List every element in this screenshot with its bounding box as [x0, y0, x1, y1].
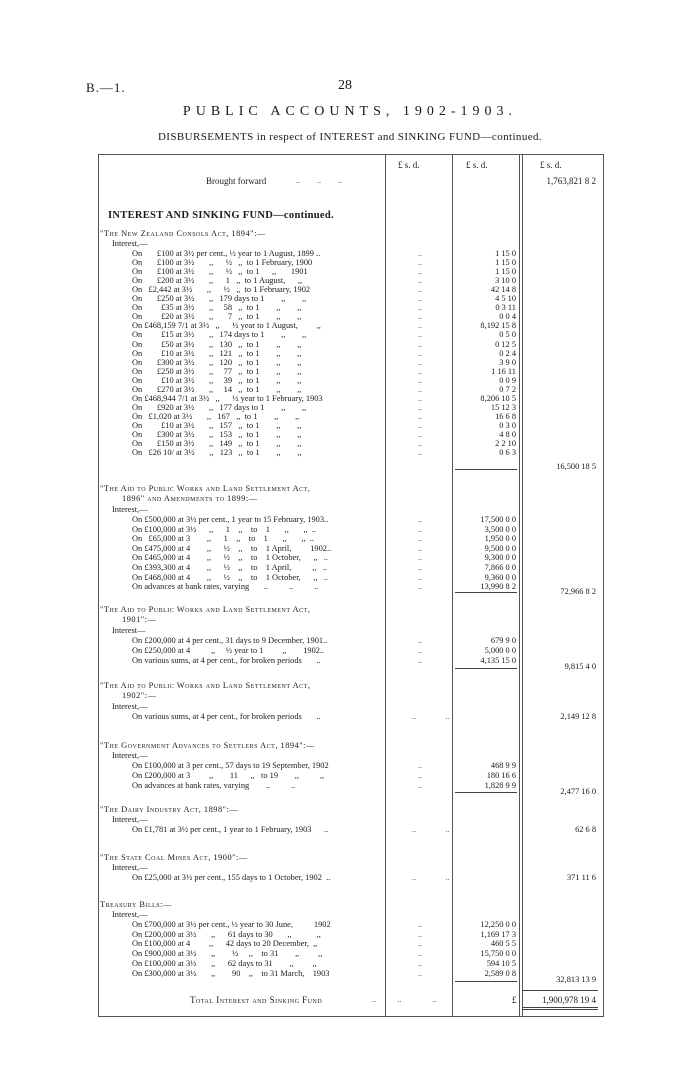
page-subtitle: DISBURSEMENTS in respect of INTEREST and SINKING FUND—continued.: [157, 131, 543, 143]
leader-dots: ..: [418, 553, 422, 563]
grand-total-value: 1,900,978 19 4: [542, 995, 596, 1005]
entry-text: On £35 at 3½ ,, 58 ,, to 1 ,, ,,: [132, 303, 302, 313]
leader-dots: ..: [418, 249, 422, 258]
aid-1901-act-line1: "The Aid to Public Works and Land Settlement Act,: [100, 605, 311, 614]
entry-amount: 679 9 0: [490, 636, 516, 645]
entry-text: On advances at bank rates, varying .. .. ..: [132, 582, 319, 592]
entry-text: On £10 at 3½ ,, 121 ,, to 1 ,, ,,: [132, 348, 302, 358]
leader-dots: ..: [418, 420, 422, 430]
leader-dots: ..: [418, 348, 422, 358]
entry-amount: 4 5 10: [495, 294, 516, 304]
aid-1902-row: On various sums, at 4 per cent., for broken periods ..: [132, 712, 321, 721]
entry-text: On £475,000 at 4 ,, ½ ,, to 1 April, 1902..: [132, 543, 332, 553]
page-title: PUBLIC ACCOUNTS, 1902-1903.: [182, 104, 518, 119]
brought-forward-dots: .. .. ..: [296, 176, 343, 185]
advances-rule: [455, 792, 517, 793]
aid-1896-rule: [455, 592, 517, 593]
leader-dots: ..: [418, 524, 422, 534]
leader-dots: ..: [418, 285, 422, 295]
entry-text: On £200,000 at 4 per cent., 31 days to 9 December, 1901..: [132, 636, 328, 645]
entry-amount: 8,192 15 8: [480, 321, 516, 331]
entry-amount: 17,500 0 0: [480, 515, 516, 524]
entry-text: On £465,000 at 4 ,, ½ ,, to 1 October, ,, ..: [132, 553, 328, 563]
entry-amount: 4 8 0: [499, 430, 516, 439]
entry-amount: 3,500 0 0: [484, 524, 516, 534]
leader-dots: ..: [418, 393, 422, 403]
grand-total-currency: £: [512, 995, 517, 1005]
entry-text: On £50 at 3½ ,, 130 ,, to 1 ,, ,,: [132, 339, 302, 349]
entry-amount: 1,950 0 0: [484, 534, 516, 544]
entry-amount: 1,828 9 9: [484, 781, 516, 790]
entry-text: On £10 at 3½ ,, 157 ,, to 1 ,, ,,: [132, 420, 302, 430]
grand-total-dots: .. .. ..: [372, 995, 437, 1004]
leader-dots: ..: [418, 543, 422, 553]
nz-consols-interest: Interest,—: [112, 239, 148, 248]
leader-dots: ..: [418, 572, 422, 582]
entry-amount: 0 3 11: [495, 303, 516, 313]
leader-dots: ..: [418, 303, 422, 313]
entry-text: On £1,020 at 3½ ,, 167 ,, to 1 ,, ,,: [132, 411, 300, 421]
entry-amount: 0 3 0: [499, 420, 516, 430]
leader-dots: ..: [418, 402, 422, 412]
entry-text: On £100,000 at 3½ ,, 1 ,, to 1 ,, ,, ..: [132, 524, 317, 534]
advances-total: 2,477 16 0: [560, 787, 596, 796]
column-divider-1: [385, 154, 386, 1016]
entry-amount: 7,866 0 0: [484, 563, 516, 572]
leader-dots: ..: [418, 330, 422, 340]
leader-dots: ..: [418, 939, 422, 949]
entry-text: On £26 10/ at 3½ ,, 123 ,, to 1 ,, ,,: [132, 448, 302, 458]
aid-1901-act-line2: 1901":—: [122, 615, 157, 624]
entry-text: On £270 at 3½ ,, 14 ,, to 1 ,, ,,: [132, 384, 302, 394]
dairy-act: "The Dairy Industry Act, 1898":—: [100, 805, 239, 814]
brought-forward-label: Brought forward: [206, 176, 267, 186]
entry-text: On £200 at 3½ ,, 1 ,, to 1 August, ,,: [132, 276, 303, 286]
entry-amount: 1 16 11: [491, 366, 516, 376]
entry-amount: 9,500 0 0: [484, 543, 516, 553]
coal-interest: Interest,—: [112, 863, 148, 872]
entry-amount: 16 6 8: [495, 411, 516, 421]
column-header-2: £ s. d.: [466, 160, 488, 170]
entry-text: On £15 at 3½ ,, 174 days to 1 ,, ,,: [132, 330, 307, 340]
aid-1902-dots: .. ..: [412, 712, 450, 721]
entry-amount: 1 15 0: [495, 249, 516, 258]
entry-amount: 0 7 2: [499, 384, 516, 394]
entry-amount: 2,589 0 8: [484, 968, 516, 978]
leader-dots: ..: [418, 929, 422, 939]
leader-dots: ..: [418, 357, 422, 367]
leader-dots: ..: [418, 771, 422, 780]
dairy-dots: .. ..: [412, 825, 450, 834]
aid-1896-act-line1: "The Aid to Public Works and Land Settlement Act,: [100, 484, 311, 493]
leader-dots: ..: [418, 534, 422, 544]
entry-amount: 9,360 0 0: [484, 572, 516, 582]
coal-act: "The State Coal Mines Act, 1900":—: [100, 853, 248, 862]
leader-dots: ..: [418, 781, 422, 790]
leader-dots: ..: [418, 384, 422, 394]
entry-text: On £100 at 3½ ,, ½ ,, to 1 February, 1900: [132, 258, 313, 268]
dairy-total: 62 6 8: [575, 825, 596, 834]
aid-1902-total: 2,149 12 8: [560, 712, 596, 721]
entry-text: On £20 at 3½ ,, 7 ,, to 1 ,, ,,: [132, 312, 302, 322]
entry-text: On £250 at 3½ ,, 179 days to 1 ,, ,,: [132, 294, 307, 304]
advances-interest: Interest,—: [112, 751, 148, 760]
entry-text: On £250,000 at 4 ,, ½ year to 1 ,, 1902..: [132, 646, 325, 655]
column-divider-3b: [522, 154, 523, 1016]
aid-1901-rule: [455, 668, 517, 669]
aid-1896-interest: Interest,—: [112, 505, 148, 514]
grand-total-rule-bottom: [522, 1007, 598, 1010]
leader-dots: ..: [418, 258, 422, 268]
leader-dots: ..: [418, 312, 422, 322]
entry-amount: 180 16 6: [486, 771, 516, 780]
entry-amount: 13,990 8 2: [480, 582, 516, 592]
leader-dots: ..: [418, 339, 422, 349]
entry-amount: 8,206 10 5: [480, 393, 516, 403]
entry-amount: 4,135 15 0: [480, 656, 516, 665]
entry-amount: 0 0 9: [499, 375, 516, 385]
entry-text: On £200,000 at 3 ,, 11 ,, to 19 ,, ,,: [132, 771, 325, 780]
entry-amount: 42 14 8: [490, 285, 516, 295]
coal-row: On £25,000 at 3½ per cent., 155 days to 1 October, 1902 ..: [132, 873, 331, 882]
entry-amount: 468 9 9: [490, 761, 516, 770]
entry-text: On £393,300 at 4 ,, ½ ,, to 1 April, ,, ..: [132, 563, 327, 572]
leader-dots: ..: [418, 563, 422, 572]
entry-amount: 1 15 0: [495, 258, 516, 268]
aid-1902-act-line1: "The Aid to Public Works and Land Settlement Act,: [100, 681, 311, 690]
leader-dots: ..: [418, 920, 422, 929]
grand-total-rule-top: [522, 990, 598, 991]
aid-1902-interest: Interest,—: [112, 702, 148, 711]
entry-amount: 0 2 4: [499, 348, 516, 358]
entry-text: On £100 at 3½ per cent., ½ year to 1 August, 1899 ..: [132, 249, 321, 258]
entry-amount: 1 15 0: [495, 267, 516, 277]
entry-amount: 9,300 0 0: [484, 553, 516, 563]
aid-1902-act-line2: 1902":—: [122, 691, 157, 700]
entry-text: On £300 at 3½ ,, 120 ,, to 1 ,, ,,: [132, 357, 302, 367]
leader-dots: ..: [418, 294, 422, 304]
entry-text: On £200,000 at 3½ ,, 61 days to 30 ,, ,,: [132, 929, 321, 939]
entry-amount: 15,750 0 0: [480, 949, 516, 959]
aid-1896-total: 72,966 8 2: [560, 587, 596, 596]
dairy-interest: Interest,—: [112, 815, 148, 824]
entry-text: On £700,000 at 3½ per cent., ½ year to 30 June, 1902: [132, 920, 331, 929]
nz-consols-act: "The New Zealand Consols Act, 1894":—: [100, 229, 266, 238]
entry-text: On various sums, at 4 per cent., for broken periods ..: [132, 656, 321, 665]
column-header-3: £ s. d.: [540, 160, 562, 170]
entry-amount: 0 0 4: [499, 312, 516, 322]
nz-consols-total: 16,500 18 5: [556, 462, 596, 471]
leader-dots: ..: [418, 656, 422, 665]
entry-text: On £150 at 3½ ,, 149 ,, to 1 ,, ,,: [132, 439, 302, 449]
page-number: 28: [338, 78, 352, 93]
entry-text: On £300,000 at 3½ ,, 90 ,, to 31 March, 1903: [132, 968, 330, 978]
leader-dots: ..: [418, 646, 422, 655]
column-header-1: £ s. d.: [398, 160, 420, 170]
leader-dots: ..: [418, 366, 422, 376]
entry-text: On £100,000 at 3½ ,, 62 days to 31 ,, ,,: [132, 958, 317, 968]
dairy-row: On £1,781 at 3½ per cent., 1 year to 1 February, 1903 ..: [132, 825, 329, 834]
leader-dots: ..: [418, 515, 422, 524]
entry-text: On £250 at 3½ ,, 77 ,, to 1 ,, ,,: [132, 366, 302, 376]
entry-amount: 12,250 0 0: [480, 920, 516, 929]
entry-text: On £100,000 at 3 per cent., 57 days to 19 September, 1902: [132, 761, 329, 770]
treasury-interest: Interest,—: [112, 910, 148, 919]
entry-text: On £468,944 7/1 at 3½ ,, ½ year to 1 February, 1903: [132, 393, 323, 403]
leader-dots: ..: [418, 430, 422, 439]
entry-text: On £2,442 at 3½ ,, ½ ,, to 1 February, 1902: [132, 285, 311, 295]
entry-amount: 0 6 3: [499, 448, 516, 458]
leader-dots: ..: [418, 448, 422, 458]
entry-amount: 3 9 0: [499, 357, 516, 367]
page-ref: B.—1.: [86, 80, 126, 95]
grand-total-label: Total Interest and Sinking Fund: [190, 995, 323, 1005]
entry-amount: 5,000 0 0: [484, 646, 516, 655]
leader-dots: ..: [418, 439, 422, 449]
leader-dots: ..: [418, 958, 422, 968]
coal-total: 371 11 6: [566, 873, 596, 882]
leader-dots: ..: [418, 267, 422, 277]
aid-1896-act-line2: 1896" and Amendments to 1899:—: [122, 494, 258, 503]
section-title: INTEREST AND SINKING FUND—continued.: [108, 210, 334, 221]
entry-amount: 3 10 0: [495, 276, 516, 286]
aid-1901-total: 9,815 4 0: [564, 662, 596, 671]
entry-text: On £10 at 3½ ,, 39 ,, to 1 ,, ,,: [132, 375, 302, 385]
entry-amount: 2 2 10: [495, 439, 516, 449]
entry-text: On £100,000 at 4 ,, 42 days to 20 December, ,,: [132, 939, 318, 949]
treasury-total: 32,813 13 9: [556, 975, 596, 984]
entry-amount: 594 10 5: [486, 958, 516, 968]
entry-text: On £900,000 at 3½ ,, ½ ,, to 31 ,, ,,: [132, 949, 323, 959]
leader-dots: ..: [418, 411, 422, 421]
entry-text: On £468,000 at 4 ,, ½ ,, to 1 October, ,, ..: [132, 572, 328, 582]
leader-dots: ..: [418, 582, 422, 592]
entry-amount: 15 12 3: [490, 402, 516, 412]
entry-text: On £100 at 3½ ,, ½ ,, to 1 ,, 1901: [132, 267, 308, 277]
leader-dots: ..: [418, 949, 422, 959]
entry-text: On advances at bank rates, varying .. ..: [132, 781, 296, 790]
aid-1901-interest: Interest—: [112, 626, 146, 635]
entry-amount: 0 5 0: [499, 330, 516, 340]
entry-text: On £920 at 3½ ,, 177 days to 1 ,, ,,: [132, 402, 307, 412]
column-divider-3: [519, 154, 520, 1016]
brought-forward-total: 1,763,821 8 2: [546, 176, 596, 186]
advances-act: "The Government Advances to Settlers Act, 1894":—: [100, 741, 315, 750]
entry-text: On £500,000 at 3½ per cent., 1 year to 15 February, 1903..: [132, 515, 329, 524]
leader-dots: ..: [418, 375, 422, 385]
entry-amount: 1,169 17 3: [480, 929, 516, 939]
entry-text: On £468,159 7/1 at 3½ ,, ½ year to 1 August, ,,: [132, 321, 321, 331]
leader-dots: ..: [418, 968, 422, 978]
coal-dots: .. ..: [412, 873, 450, 882]
leader-dots: ..: [418, 761, 422, 770]
treasury-rule: [455, 981, 517, 982]
nz-consols-rule: [455, 469, 517, 470]
entry-amount: 460 5 5: [490, 939, 516, 949]
leader-dots: ..: [418, 321, 422, 331]
treasury-act: Treasury Bills:—: [100, 900, 172, 909]
entry-text: On £65,000 at 3 ,, 1 ,, to 1 ,, ,, ..: [132, 534, 314, 544]
entry-text: On £300 at 3½ ,, 153 ,, to 1 ,, ,,: [132, 430, 302, 439]
leader-dots: ..: [418, 276, 422, 286]
leader-dots: ..: [418, 636, 422, 645]
entry-amount: 0 12 5: [495, 339, 516, 349]
